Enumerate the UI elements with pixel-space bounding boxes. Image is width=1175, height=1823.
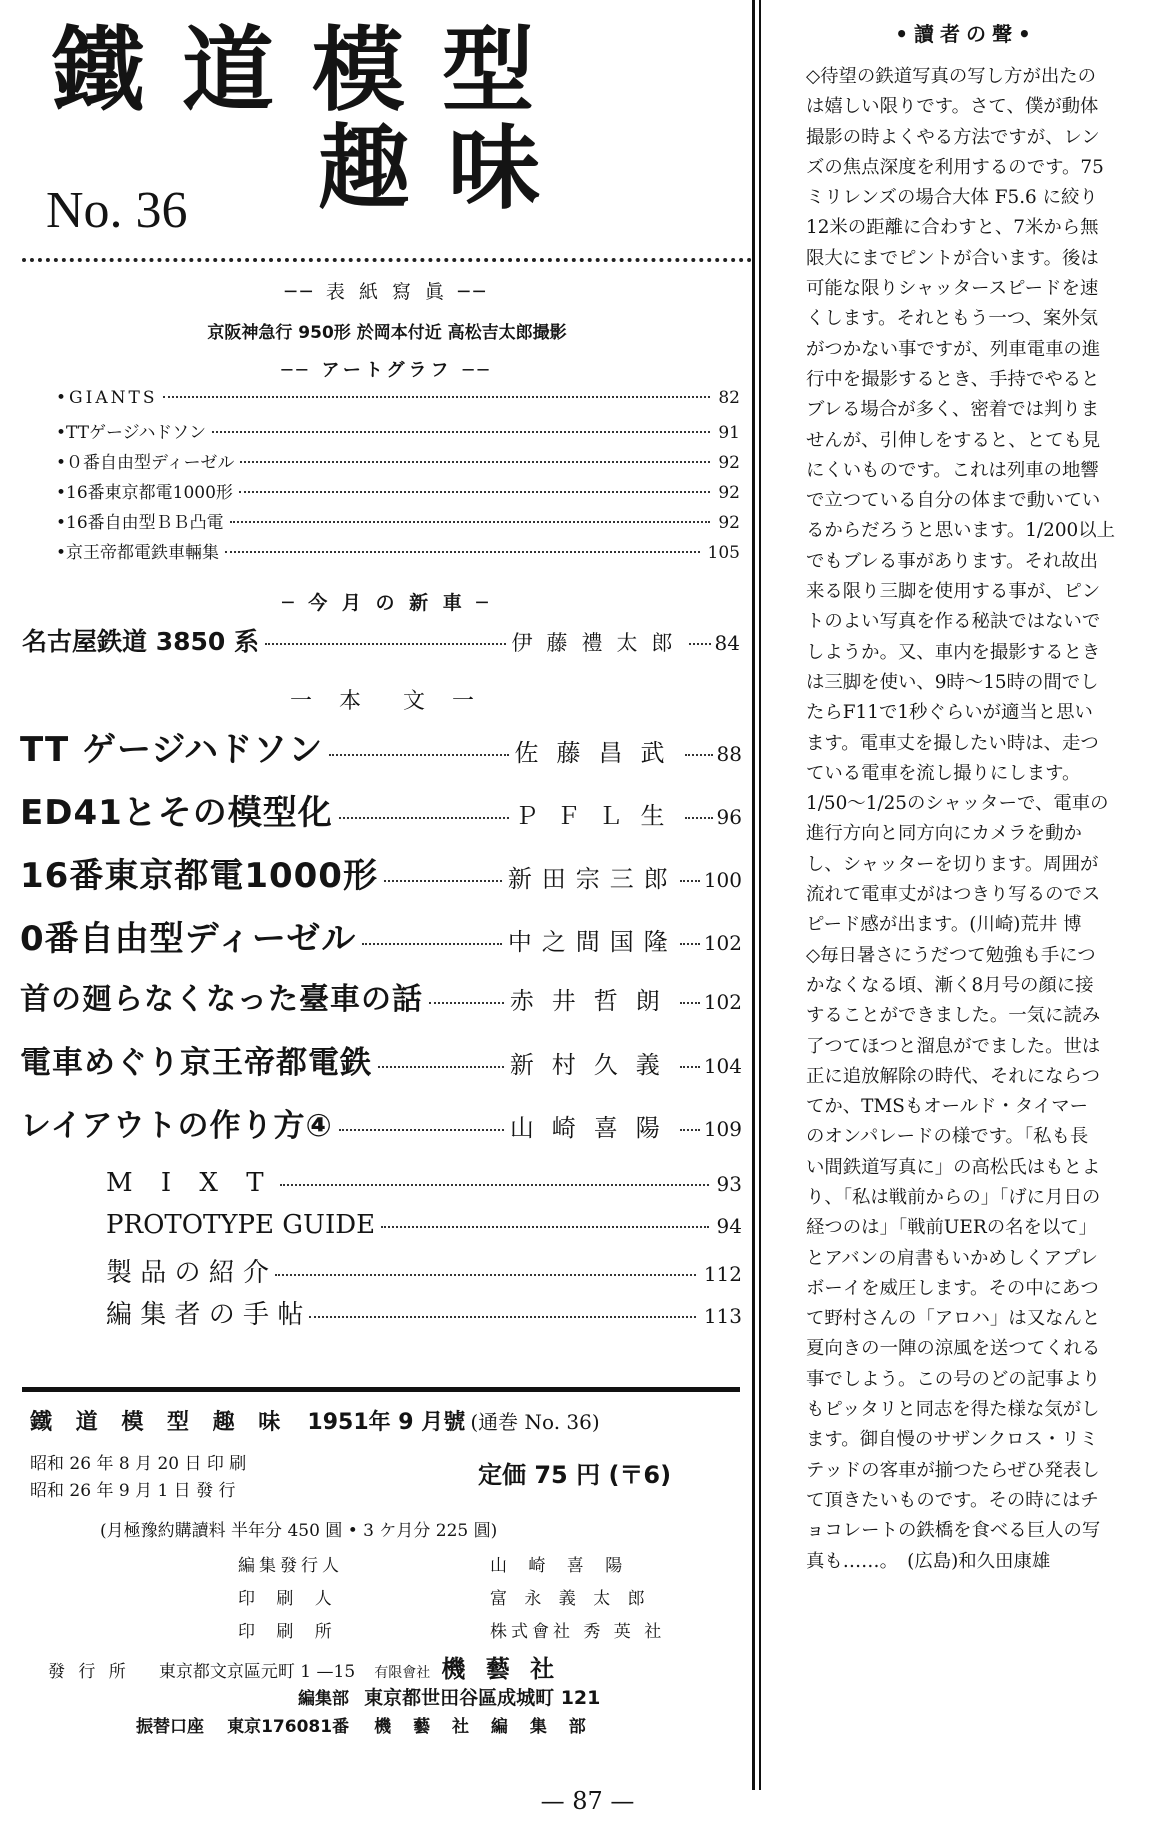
colophon-magazine: 鐵 道 模 型 趣 味 xyxy=(30,1410,289,1435)
page-number: — 87 — xyxy=(540,1787,635,1815)
article-title: 0番自由型ディーゼル xyxy=(20,919,357,959)
readers-voice-line: ◇待望の鉄道写真の写し方が出たの xyxy=(806,66,1097,87)
article-title: TT ゲージハドソン xyxy=(20,730,324,770)
readers-voice-line: がつかない事ですが、列車電車の進 xyxy=(806,338,1101,360)
misc-item-title: M I X T xyxy=(106,1168,274,1198)
article-title: 16番東京都電1000形 xyxy=(20,856,378,896)
dot-leader xyxy=(339,817,509,819)
artgraph-item-page: 91 xyxy=(718,423,740,443)
readers-voice-line: は嬉しい限りです。さて、僕が動体 xyxy=(806,96,1099,118)
artgraph-item xyxy=(56,388,740,418)
artgraph-item-title: •16番自由型ＢＢ凸電 xyxy=(56,513,224,533)
dot-leader xyxy=(362,943,502,945)
readers-voice-line: 経つのは」「戦前UERの名を以て」 xyxy=(806,1217,1098,1239)
dot-leader xyxy=(685,817,713,819)
misc-item-page: 93 xyxy=(716,1172,742,1196)
colophon-subscription: (月極豫約購讀料 半年分 450 圓 • 3 ケ月分 225 圓) xyxy=(100,1521,498,1541)
artgraph-item-title: •京王帝都電鉄車輛集 xyxy=(56,543,220,563)
article-row xyxy=(20,1037,742,1100)
article-row xyxy=(20,911,742,974)
misc-item-page: 112 xyxy=(703,1262,742,1286)
cover-caption: 京阪神急行 950形 於岡本付近 高松吉太郎撮影 xyxy=(207,323,567,343)
dot-leader xyxy=(212,431,710,433)
readers-voice-line: て頂きたいものです。その時にはチ xyxy=(806,1489,1099,1511)
readers-voice-line: しようか。又、車内を撮影するとき xyxy=(806,641,1101,663)
artgraph-item-title: •TTゲージハドソン xyxy=(56,423,207,443)
artgraph-list xyxy=(56,388,740,568)
readers-voice-line: は三脚を使い、9時〜15時の間でし xyxy=(806,671,1099,693)
readers-voice-line: することができました。一気に読み xyxy=(806,1005,1101,1027)
article-page: 96 xyxy=(716,805,742,829)
readers-voice-line: ます。御自慢のサザンクロス・リミ xyxy=(806,1429,1099,1451)
artgraph-item xyxy=(56,538,740,568)
artgraph-item-page: 92 xyxy=(718,453,740,473)
artgraph-item xyxy=(56,448,740,478)
article-title: 首の廻らなくなった臺車の話 xyxy=(20,982,423,1017)
dot-leader xyxy=(680,943,700,945)
readers-voice-line: でもブレる事があります。それ故出 xyxy=(806,550,1099,572)
colophon-publisher-corp: 有限會社 xyxy=(374,1665,431,1681)
dot-leader xyxy=(685,754,713,756)
article-author: 中之間国隆 xyxy=(507,928,678,956)
dot-leader xyxy=(381,1226,708,1228)
colophon-transfer-line xyxy=(136,1712,594,1737)
misc-item-title: 編 集 者 の 手 帖 xyxy=(106,1300,304,1330)
readers-voice-line: ◇毎日暑さにうだつて勉強も手につ xyxy=(806,944,1096,966)
readers-voice-line: のオンパレードの様です。「私も長 xyxy=(806,1126,1089,1148)
artgraph-heading: ── アートグラフ ── xyxy=(281,360,493,381)
readers-voice-line: り、「私は戦前からの」「げに月日の xyxy=(806,1186,1101,1208)
readers-voice-line: 了つてほつと溜息がでました。世は xyxy=(806,1035,1101,1057)
readers-voice-line: トのよい写真を作る秘訣ではないで xyxy=(806,611,1101,633)
readers-voice-line: 可能な限りシャッタースピードを速 xyxy=(806,278,1099,300)
article-row xyxy=(20,722,742,785)
readers-voice-line: にくいものです。これは列車の地響 xyxy=(806,459,1099,481)
article-author: ＰＦＬ生 xyxy=(514,802,683,830)
readers-voice-line: てか、TMSもオールド・タイマー xyxy=(806,1096,1089,1118)
colophon-title-line xyxy=(30,1405,600,1436)
article-page: 102 xyxy=(703,990,742,1014)
colophon-editorial-line xyxy=(298,1683,600,1710)
artgraph-item-page: 82 xyxy=(718,388,740,408)
colophon-issue-date: 1951年 9 月號 xyxy=(307,1410,466,1435)
dot-leader xyxy=(275,1274,696,1276)
readers-voice-line: 1/50〜1/25のシャッターで、電車の xyxy=(806,793,1109,815)
misc-item-title: 製 品 の 紹 介 xyxy=(106,1258,270,1288)
issue-number: No. 36 xyxy=(46,182,188,239)
readers-voice-line: で立つている自分の体まで動いてい xyxy=(806,490,1101,512)
artgraph-item xyxy=(56,418,740,448)
article-page: 88 xyxy=(716,742,742,766)
readers-voice-line: ます。電車丈を撮したい時は、走つ xyxy=(806,732,1099,754)
colophon-staff-role: 印 刷 所 xyxy=(238,1622,340,1642)
dot-leader xyxy=(163,396,710,398)
readers-voice-line: せんが、引伸しをすると、とても見 xyxy=(806,429,1101,451)
colophon-transfer-account: 東京176081番 xyxy=(227,1717,350,1737)
artgraph-item-title: •GIANTS xyxy=(56,388,158,408)
colophon-printed: 昭和 26 年 8 月 20 日 印 刷 xyxy=(30,1454,247,1474)
dot-leader xyxy=(309,1316,695,1318)
column-divider xyxy=(752,0,755,1790)
dot-leader xyxy=(225,551,700,553)
article-row xyxy=(20,1100,742,1163)
readers-voice-line: とアバンの肩書もいかめしくアプレ xyxy=(806,1247,1099,1269)
dot-leader xyxy=(329,754,508,756)
artgraph-item-page: 105 xyxy=(707,543,740,563)
misc-item xyxy=(106,1210,742,1252)
readers-voice-line: ピード感が出ます。(川崎)荒井 博 xyxy=(806,914,1082,936)
readers-voice-line: 正に追放解除の時代、それにならつ xyxy=(806,1065,1101,1087)
colophon-transfer-name: 機 藝 社 編 集 部 xyxy=(374,1717,594,1737)
dot-leader xyxy=(378,1066,504,1068)
readers-voice-line: 進行方向と同方向にカメラを動か xyxy=(806,823,1082,845)
misc-item xyxy=(106,1252,742,1294)
masthead-divider xyxy=(22,258,752,262)
colophon-staff-name: 山 崎 喜 陽 xyxy=(490,1556,631,1576)
dot-leader xyxy=(384,880,502,882)
colophon-divider xyxy=(22,1387,740,1392)
colophon-publisher-address: 東京都文京區元町 1 —15 xyxy=(158,1662,356,1682)
readers-voice-line: もピッタリと同志を得た様な気がし xyxy=(806,1399,1100,1421)
article-page: 109 xyxy=(703,1117,742,1141)
readers-voice-heading: •讀者の聲• xyxy=(895,22,1037,46)
readers-voice-line: て野村さんの「アロハ」は又なんと xyxy=(806,1308,1101,1330)
article-author: 新村久義 xyxy=(509,1051,678,1079)
colophon-editorial-address: 東京都世田谷區成城町 121 xyxy=(364,1687,601,1709)
colophon-transfer-label: 振替口座 xyxy=(136,1717,204,1737)
colophon-published: 昭和 26 年 9 月 1 日 發 行 xyxy=(30,1481,236,1501)
article-title: ED41とその模型化 xyxy=(20,793,333,833)
main-text-heading: 一 本 文 一 xyxy=(290,689,484,714)
artgraph-item-title: •０番自由型ディーゼル xyxy=(56,453,235,473)
readers-voice-line: ズの焦点深度を利用するのです。75 xyxy=(806,156,1104,178)
dot-leader xyxy=(280,1184,709,1186)
article-page: 100 xyxy=(703,868,742,892)
article-title: 電車めぐり京王帝都電鉄 xyxy=(20,1045,372,1081)
readers-voice-line: 来る限り三脚を使用する事が、ピン xyxy=(806,581,1101,603)
readers-voice-line: し、シャッターを切ります。周囲が xyxy=(806,853,1099,875)
readers-voice-line: るからだろうと思います。1/200以上 xyxy=(806,520,1115,542)
masthead-title-line2: 趣味 xyxy=(318,115,579,222)
artgraph-item xyxy=(56,508,740,538)
readers-voice-body xyxy=(806,62,1158,1577)
article-author: 山崎喜陽 xyxy=(509,1114,678,1142)
colophon-price: 定価 75 円 (〒6) xyxy=(478,1461,672,1489)
artgraph-item xyxy=(56,478,740,508)
colophon-staff-role: 印 刷 人 xyxy=(238,1589,340,1609)
dot-leader xyxy=(240,461,710,463)
readers-voice-line: ミリレンズの場合大体 F5.6 に絞り xyxy=(806,187,1098,209)
readers-voice-line: テッドの客車が揃つたらぜひ発表し xyxy=(806,1459,1100,1481)
artgraph-item-title: •16番東京都電1000形 xyxy=(56,483,233,503)
misc-item-title: PROTOTYPE GUIDE xyxy=(106,1210,376,1240)
readers-voice-line: 撮影の時よくやる方法ですが、レン xyxy=(806,126,1100,148)
article-list xyxy=(20,722,742,1163)
article-row xyxy=(20,974,742,1037)
readers-voice-line: 夏向きの一陣の涼風を送つてくれる xyxy=(806,1338,1101,1360)
new-car-title: 名古屋鉄道 3850 系 xyxy=(22,627,259,656)
cover-heading: ── 表 紙 寫 眞 ── xyxy=(285,281,489,303)
readers-voice-line: くします。それともう一つ、案外気 xyxy=(806,308,1099,330)
new-car-entry xyxy=(22,622,740,666)
colophon-staff-name: 株式會社 秀 英 社 xyxy=(490,1622,666,1642)
dot-leader xyxy=(680,1129,700,1131)
misc-item-page: 113 xyxy=(703,1304,742,1328)
misc-item xyxy=(106,1168,742,1210)
dot-leader xyxy=(339,1129,504,1131)
misc-item xyxy=(106,1294,742,1336)
readers-voice-line: 限大にまでピントが合います。後は xyxy=(806,247,1099,269)
dot-leader xyxy=(680,880,700,882)
article-page: 102 xyxy=(703,931,742,955)
dot-leader xyxy=(680,1002,700,1004)
article-author: 新田宗三郎 xyxy=(507,865,678,893)
article-author: 佐藤昌武 xyxy=(514,739,683,767)
article-row xyxy=(20,848,742,911)
new-car-heading: ─ 今 月 の 新 車 ─ xyxy=(282,592,492,614)
new-car-page: 84 xyxy=(714,631,740,655)
article-author: 赤井哲朗 xyxy=(509,987,678,1015)
misc-list xyxy=(106,1168,742,1336)
masthead-title-line1: 鐵道模型 xyxy=(52,17,573,124)
dot-leader xyxy=(429,1002,504,1004)
readers-voice-line: い間鉄道写真に」の高松氏はもとよ xyxy=(806,1156,1101,1178)
readers-voice-line: ボーイを威圧します。その中にあつ xyxy=(806,1277,1099,1299)
readers-voice-line: ブレる場合が多く、密着では判りま xyxy=(806,399,1100,421)
readers-voice-line: ている電車を流し撮りにします。 xyxy=(806,762,1081,784)
article-page: 104 xyxy=(703,1054,742,1078)
colophon-publisher-line xyxy=(48,1649,560,1684)
colophon-publisher-label: 發 行 所 xyxy=(48,1662,130,1682)
readers-voice-line: 行中を撮影するとき、手持でやると xyxy=(806,368,1100,390)
colophon-staff-role: 編集發行人 xyxy=(238,1556,343,1576)
readers-voice-line: 真も……。 (広島)和久田康雄 xyxy=(806,1550,1051,1572)
column-divider xyxy=(759,0,761,1790)
artgraph-item-page: 92 xyxy=(718,483,740,503)
readers-voice-line: 12米の距離に合わすと、7米から無 xyxy=(806,217,1099,239)
artgraph-item-page: 92 xyxy=(718,513,740,533)
new-car-author: 伊藤禮太郎 xyxy=(511,631,687,655)
readers-voice-line: 流れて電車丈がはつきり写るのでス xyxy=(806,884,1101,906)
colophon-editorial-label: 編集部 xyxy=(298,1689,349,1709)
colophon-volume: (通巻 No. 36) xyxy=(470,1410,600,1434)
colophon-staff-name: 富 永 義 太 郎 xyxy=(490,1589,651,1609)
readers-voice-line: 事でしよう。この号のどの記事より xyxy=(806,1368,1101,1390)
article-title: レイアウトの作り方④ xyxy=(20,1108,333,1144)
readers-voice-line: ョコレートの鉄橋を食べる巨人の写 xyxy=(806,1520,1101,1542)
dot-leader xyxy=(689,643,711,645)
article-row xyxy=(20,785,742,848)
readers-voice-line: たらF11で1秒ぐらいが適当と思い xyxy=(806,702,1093,724)
dot-leader xyxy=(239,491,710,493)
colophon-publisher-name: 機 藝 社 xyxy=(441,1655,561,1683)
readers-voice-line: かなくなる頃、漸く8月号の顔に接 xyxy=(806,974,1094,996)
dot-leader xyxy=(265,643,506,645)
dot-leader xyxy=(230,521,711,523)
misc-item-page: 94 xyxy=(716,1214,742,1238)
dot-leader xyxy=(680,1066,700,1068)
